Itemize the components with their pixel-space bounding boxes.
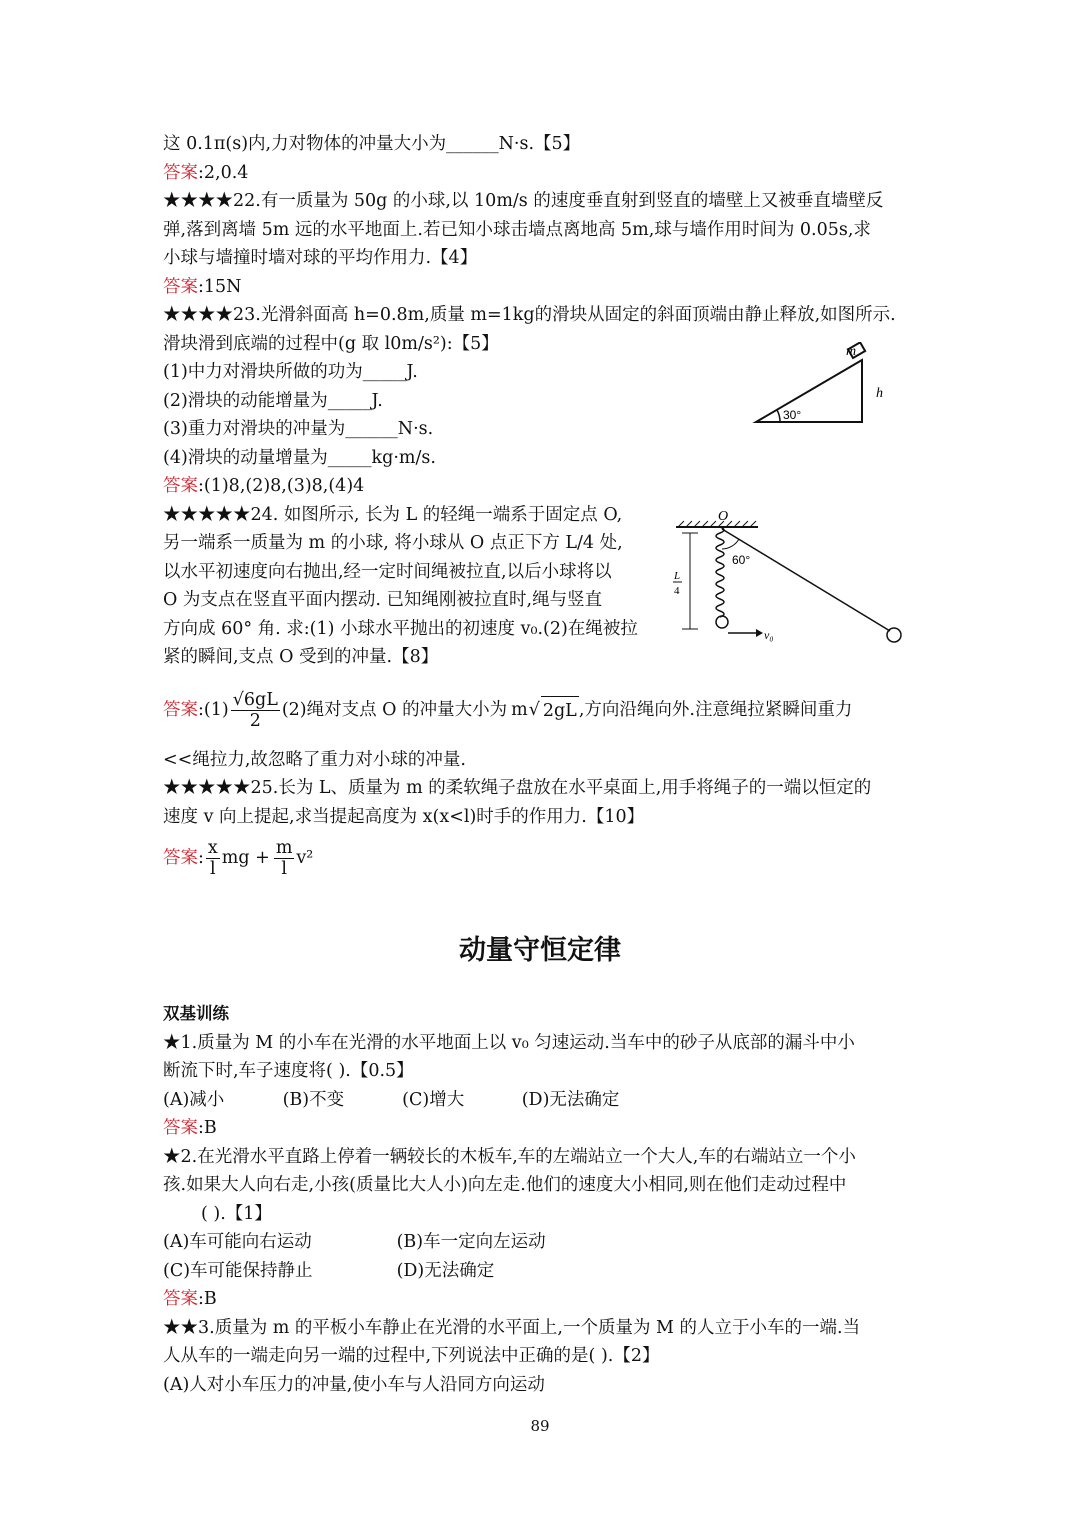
point-o-label: O — [718, 509, 729, 524]
text-line: 这 0.1π(s)内,力对物体的冲量大小为______N·s.【5】 — [163, 134, 581, 154]
answer-label: 答案 — [163, 1118, 198, 1138]
question-25-line: 速度 v 向上提起,求当提起高度为 x(x<l)时手的作用力.【10】 — [163, 806, 645, 827]
answer-value: :(1)8,(2)8,(3)8,(4)4 — [198, 476, 365, 496]
angle-label: 30° — [783, 408, 802, 422]
answer-value: :B — [198, 1118, 217, 1138]
fraction — [206, 838, 220, 879]
option: (C)车可能保持静止 — [163, 1260, 313, 1281]
question-25-line: ★★★★★25.长为 L、质量为 m 的柔软绳子盘放在水平桌面上,用手将绳子的一端以恒定的 — [163, 778, 872, 798]
answer-mass: m — [511, 700, 528, 721]
ball-start — [716, 616, 728, 628]
answer-value: :B — [198, 1289, 217, 1309]
incline-triangle — [756, 360, 862, 422]
mass-label: m — [846, 344, 857, 359]
answer-1 — [163, 1114, 918, 1143]
sqrt-radicand: 2gL — [541, 696, 579, 726]
question-1-line: 断流下时,车子速度将( ).【0.5】 — [163, 1061, 414, 1081]
length-denominator: 4 — [674, 585, 680, 597]
question-24-line: O 为支点在竖直平面内摆动. 已知绳刚被拉直时,绳与竖直 — [163, 590, 603, 610]
angle-arc — [722, 539, 739, 549]
question-23-line: 滑块滑到底端的过程中(g 取 l0m/s²):【5】 — [163, 333, 499, 354]
subsection-heading: 双基训练 — [163, 1004, 229, 1023]
answer-value: :15N — [198, 276, 242, 297]
question-2-line: 孩.如果大人向右走,小孩(质量比大人小)向左走.他们的速度大小相同,则在他们走动过程中 — [163, 1175, 847, 1195]
angle-arc — [777, 410, 780, 422]
taut-rope — [722, 529, 890, 631]
fraction-numerator: x — [207, 837, 218, 858]
coiled-rope — [716, 527, 724, 617]
answer-22 — [163, 273, 918, 302]
question-23-line: (2)滑块的动能增量为_____J. — [163, 390, 383, 411]
answer-2 — [163, 1285, 918, 1314]
option: (D)无法确定 — [521, 1089, 620, 1110]
ball-end — [887, 628, 901, 642]
height-label: h — [876, 386, 883, 401]
question-23-line: (3)重力对滑块的冲量为______N·s. — [163, 419, 434, 439]
answer-24 — [163, 680, 918, 742]
fraction — [231, 690, 280, 731]
answer-25 — [163, 831, 918, 885]
fraction-denominator: 2 — [249, 711, 261, 731]
answer-label: 答案 — [163, 276, 198, 297]
pendulum-diagram — [668, 505, 913, 655]
angle-label: 60° — [732, 553, 751, 567]
answer-label: 答案 — [163, 1289, 198, 1309]
question-2-line: ( ).【1】 — [201, 1203, 272, 1224]
answer-label: 答案 — [163, 476, 198, 496]
sqrt-sign: √ — [528, 700, 540, 721]
question-23-line: (4)滑块的动量增量为_____kg·m/s. — [163, 447, 436, 468]
answer-part: (2)绳对支点 O 的冲量大小为 — [281, 700, 508, 721]
fraction-numerator: m — [275, 837, 293, 858]
option: (A)减小 — [163, 1089, 225, 1110]
answer-colon: : — [198, 700, 204, 721]
length-numerator: L — [674, 570, 681, 582]
incline-diagram — [748, 342, 898, 430]
velocity-arrowhead — [756, 629, 763, 637]
answer-24-continued: <<绳拉力,故忽略了重力对小球的冲量. — [163, 749, 466, 770]
answer-part: (1) — [203, 700, 229, 721]
velocity-label: v₀ — [764, 628, 774, 642]
question-22-line: 小球与墙撞时墙对球的平均作用力.【4】 — [163, 248, 478, 268]
fraction-numerator: √6gL — [232, 690, 278, 710]
answer-line — [163, 159, 918, 188]
option: (B)车一定向左运动 — [396, 1232, 546, 1252]
question-3-line: (A)人对小车压力的冲量,使小车与人沿同方向运动 — [163, 1374, 545, 1395]
answer-label: 答案 — [163, 847, 198, 868]
question-24-line: 方向成 60° 角. 求:(1) 小球水平抛出的初速度 v₀.(2)在绳被拉 — [163, 618, 638, 639]
formula-part: v² — [296, 847, 314, 868]
question-2-options — [163, 1257, 918, 1286]
question-2-options — [163, 1228, 918, 1257]
fraction-denominator: l — [281, 858, 287, 879]
option: (C)增大 — [402, 1089, 465, 1110]
question-22-line: 弹,落到离墙 5m 远的水平地面上.若已知小球击墙点离地高 5m,球与墙作用时间为 0.05s,求 — [163, 219, 871, 240]
question-23-line: ★★★★23.光滑斜面高 h=0.8m,质量 m=1kg的滑块从固定的斜面顶端由静止释放,如图所示. — [163, 305, 896, 325]
answer-part: ,方向沿绳向外.注意绳拉紧瞬间重力 — [578, 700, 853, 721]
answer-label: 答案 — [163, 700, 198, 721]
answer-label: 答案 — [163, 162, 198, 183]
answer-colon: : — [198, 847, 204, 868]
section-title: 动量守恒定律 — [459, 935, 621, 966]
page-number: 89 — [530, 1417, 550, 1435]
fraction — [274, 838, 295, 879]
option: (D)无法确定 — [396, 1260, 495, 1281]
question-3-line: 人从车的一端走向另一端的过程中,下列说法中正确的是( ).【2】 — [163, 1346, 660, 1366]
option: (A)车可能向右运动 — [163, 1232, 312, 1252]
question-24-line: 另一端系一质量为 m 的小球, 将小球从 O 点正下方 L/4 处, — [163, 533, 623, 553]
option: (B)不变 — [282, 1089, 345, 1110]
question-24-line: 紧的瞬间,支点 O 受到的冲量.【8】 — [163, 647, 439, 667]
question-1-options — [163, 1086, 918, 1115]
question-2-line: ★2.在光滑水平直路上停着一辆较长的木板车,车的左端站立一个大人,车的右端站立一个小 — [163, 1146, 856, 1167]
question-22-line: ★★★★22.有一质量为 50g 的小球,以 10m/s 的速度垂直射到竖直的墙壁上又被垂直墙壁反 — [163, 191, 884, 211]
fraction-denominator: l — [210, 858, 216, 879]
answer-23 — [163, 472, 918, 501]
question-1-line: ★1.质量为 M 的小车在光滑的水平地面上以 v₀ 匀速运动.当车中的砂子从底部的漏斗中小 — [163, 1032, 855, 1053]
question-24-line: ★★★★★24. 如图所示, 长为 L 的轻绳一端系于固定点 O, — [163, 504, 623, 525]
answer-value: :2,0.4 — [198, 162, 249, 183]
document-body-2 — [163, 1000, 918, 1399]
question-23-line: (1)中力对滑块所做的功为_____J. — [163, 362, 418, 382]
question-24-line: 以水平初速度向右抛出,经一定时间绳被拉直,以后小球将以 — [163, 561, 612, 582]
question-3-line: ★★3.质量为 m 的平板小车静止在光滑的水平面上,一个质量为 M 的人立于小车的一端.当 — [163, 1317, 861, 1338]
formula-part: mg + — [221, 847, 270, 868]
